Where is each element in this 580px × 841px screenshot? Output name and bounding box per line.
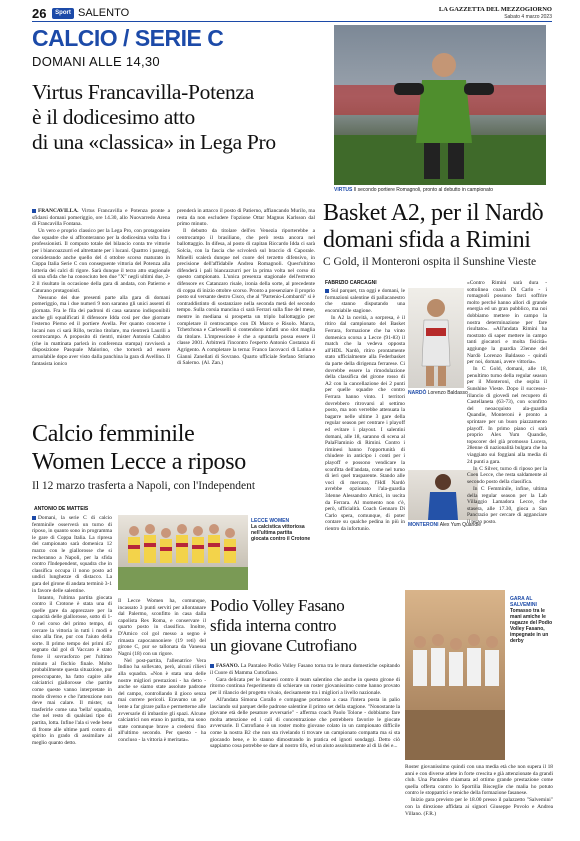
article2-col2-p1: «Contro Rimini sarà dura - sottolinea coach Di Carlo - i romagnoli possono farci soffrire molto perché hanno allori di grande energia ed un gran pubblico, ma noi dobbiamo mettere in campo la nostra determinazione per fare risultato». «All'andata Rimini ha mostrato di saper mettere in campo tanti giocatori e molta fisicità» aggiunge la guardia 23enne del Nardò Lorenzo Baldasso - quindi per noi, domani, avere vittoria». <box>467 280 547 366</box>
article4-headline-line1: Podio Volley Fasano <box>210 596 345 615</box>
article3-col1-p1: Domani, la serie C di calcio femminile osserverà un turno di riposo, in quanto sono in programma le gare di Coppa Italia. La ripresa del campionato sarà domenica 12 marzo con le giallorosse che si recheranno a Napoli, per la sfida contro l'Independent, squadra che in classifica occupa il nono posto ad undici lunghezze di distacco. La gara del girone di andata terminò 3-1 in favore delle salentine. <box>32 515 112 594</box>
article4-col2 <box>405 764 553 830</box>
article2-col1 <box>325 288 405 532</box>
masthead <box>32 6 552 22</box>
page-number: 26 <box>32 6 47 21</box>
article1-col2-p1: prenderà in attacco il posto di Patierno, affiancando Murilo, ma resta da non escludere l'opzione Ottar Magnus Karlsson dal primo minuto. <box>177 208 315 228</box>
article1-col1 <box>32 208 170 413</box>
volley-team-illustration <box>405 590 505 760</box>
volley-team-photo <box>405 590 505 760</box>
bullet-square-icon <box>210 664 214 668</box>
article2-col2-p3: In C Silver, turno di riposo per la Coen Lecce, che resta saldamente al secondo posto della classifica. <box>467 465 547 485</box>
nardo-caption <box>408 390 468 396</box>
article4-col1-p1: La Pantaleo Podio Volley Fasano torna tra le mura domestiche ospitando il Cuore di Mamma Cutrofiano. <box>210 663 400 676</box>
article2-col2-p4: In C Femminile, infine, ultima della regular season per la Lab Villaggio Lamadora Lecce, che stasera, alle 17.30, gioca a San Pancrazio per cercare di agganciare il terzo posto. <box>467 485 547 525</box>
goalkeeper-caption <box>334 187 546 193</box>
article4-col1-p3: All'andata Simona Corallo e compagne portarono a casa l'intera posta in palio lasciando sul parquet delle padrone salentine il primo set della stagione. "Nonostante la giovane età delle pesature avversarie" - afferma coach Paolo Tolone - dobbiamo fare molta attenzione ed i cali di concentrazione che potrebbero favorire le giocate avversarie. Il Cutrofiano è un roster molto giovane colato in un campionato difficile come la nostra B2 che non sta rivelando ti trovare un campionato compatta ma si sta giocando bene, e lo stanno dimostrando in pratica ed ignoti sondaggi. Detto ciò sappiamo cosa potrebbe se dare al nostro tifo, ed un aiuto assolutamente al di là dei e... <box>210 696 400 750</box>
monteroni-caption-tag: MONTERONI <box>408 522 439 528</box>
article2-headline-line2: domani sfida a Rimini <box>323 227 531 253</box>
article2-col1-cont <box>325 410 405 530</box>
article4-col2-p1: Roster giovanissimo quindi con una media età che non supera il 18 anni e con diverse atlete in forte crescita e già attenzionate da grandi club. Una Pantaleo chiamata ad ottimo grande prestazione come quella offerta contro lo Sportilia Bisceglie che malia ho potuto contro le stoppatrici e teniche della formazione fasanese. <box>405 764 553 797</box>
bullet-square-icon <box>325 289 329 293</box>
article3-col2 <box>118 598 206 830</box>
article3-col2-p1: Il Lecce Women ha, comunque, incassato 3 punti serviti per allontanare dal Palermo, sconfitto in casa dalla capolista Res Roma, e conservare il quarto posto in classifica. Inoltre, D'Amico col gol messo a segno è rimasta capocannoniere (19 reti) del girone C, pur se tallonata da Vanessa Nagni (18) con un rigore. <box>118 598 206 657</box>
article2-headline <box>323 200 553 254</box>
nardo-player-illustration <box>408 288 464 388</box>
article1-headline-line2: è il dodicesimo atto <box>32 105 195 129</box>
article1-col2-p2: Il debutto da titolare dell'ex Venezia riporterebbe a centrocampo il brasiliano, che però resta ancora nel ballottaggio. In difesa, al posto di capitan Riccardo Idda ci sarà Solcia, con la fascia che scivolerà sul braccio di Caporale. Minelli scalerà dunque nel cuore del terzetto difensivo, in precisione dell'affidabile Andrea Romagnoli. Quest'ultimo difenderà i pali biancazzurri per la prima volta nel corso di questo campionato. L'unica presenza stagionale dell'estremo difensore ex Catanzaro risale, ironia della sorte, al precedente di coppa di inizio ottobre scorso. Pronto a presenziare il proprio posto sul versante destro Cisco, che al "Partenio-Lombardi" si è contraddistinto di sostanziare nella seconda metà del secondo tempo. Sulla corsia mancina ci sarà Ferrari sulla fine del mese, mentre in mediana si prospetta un triplo ballottaggio per completare il centrocampo con Di Marco e Risolo. Marca, Tchetchoua e Carlesselli si contendono infatti uno slot maglia da titolare. L'impressione è che a spuntarla possa essere il classe 2001. Arbitrerà l'incontro l'esperto Antonio Costanza di Agrigento. A completare la terna: Franco Iacovacci di Latina e Gianni Zanellati di Sovrano. Quarto ufficiale Stefano Striamo di Salerno. (Al. Zan.) <box>177 228 315 367</box>
article3-headline <box>32 420 322 476</box>
monteroni-caption-text: Alex Yum Quandie <box>439 522 482 528</box>
article3-col1-p2: Intanto, l'ultima partita giocata contro il Crotone è stata una di quelle gare da apprezzare per la capacità delle giallorosse, sotto di 1-0 nel corso del primo tempo, di cercare la vittoria in tutti i modi e sino alla fine, pur con l'aiuto della sorte. Il primo tempo dei primi 45' segnato dal gol di Vaccaro è stato forse il sovrasforzo per l'ultimo minuto al fischio finale. Molto probabilmente questa situazione, pur preoccupante, ha fatto capire alle calciatrici giallorosse che partite come queste vanno interpretate in modo diverso e che l'attenzione non deve mai calare. Il mister, sa trasferirle come una 'bella' squadra, che nel resto di qualsiasi tipo di partita, lotta. Infine l'ala si vede bene di fronte alle ultime parti contro di spirito in grado di assimilare al meglio quanto detto. <box>32 594 112 746</box>
article3-subhead: Il 12 marzo trasferta a Napoli, con l'Independent <box>32 480 256 492</box>
article4-col1 <box>210 663 400 828</box>
section-title: CALCIO / SERIE C <box>32 25 224 51</box>
nardo-caption-text: Lorenzo Baldasso <box>427 390 468 396</box>
lecce-women-caption-text: La calcistica vittoriosa nell'ultima partita giocata contro il Crotone <box>251 524 311 542</box>
article2-col2 <box>467 280 547 525</box>
volley-caption-tag: GARA AL SALVEMINI <box>510 596 537 608</box>
article4-col2-p2: Inizio gara previsto per le 18.00 presso il palazzetto "Salvemini" con la direzione affidata ai signori Giuseppe Povolo e Andrea Villano. (F.R.) <box>405 797 553 817</box>
article4-headline-line3: un giovane Cutrofiano <box>210 636 357 655</box>
article1-col1-p1: Virtus Francavilla e Potenza pronte a sfidarsi domani pomeriggio, ore 14.30, allo Nuovarredo Arena di Francavilla Fontana. <box>32 208 170 228</box>
bullet-square-icon <box>32 209 36 213</box>
article2-subhead: C Gold, il Monteroni ospita il Sunshine Vieste <box>323 256 537 268</box>
article1-headline <box>32 80 322 155</box>
article1-col1-p2: Un vero e proprio classico per la Lega Pro, con protagoniste due squadre che si affronteranno per la dodicesima volta fra i professionisti. Il computo totale del bilancio conta tre vittorie per i biancoazzurri ed altrettante per i lucani. Quattro i pareggi, considerando anche quello del 4 ottobre scorso maturato in Coppa Italia Serie C con conseguente vittoria del Potenza alla lotteria dei calci di rigore. Sarà dunque il terzo atto stagionale di una sfida che ha conosciuto ben due "X" negli ultimi due, 2-2 il risultato in occasione della gara di andata, con Patierno e Caturano protagonisti. <box>32 228 170 294</box>
goalkeeper-illustration <box>334 25 546 185</box>
lecce-women-caption <box>251 518 311 542</box>
article1-headline-line1: Virtus Francavilla-Potenza <box>32 80 254 104</box>
article2-col1-p2: In A2 la novità, a sorpresa, è il ritiro dal campionato del Basket Ferrara, formazione che ha vinto domenica scorsa a Lecce (91-83) il match che la vedeva opposta all'HDL Nardò, ritiro prontamente stato ufficialmente alla Federbasket da parte della dirigenza ferrarese. Ci dovrebbe essere la rimodulazione della classifica del girone rosso di A2 con la cancellazione dei 2 punti per quelle squadre che contro Ferrara hanno vinto. I territori dovrebbero ritrovarsi al settimo posto, ma non verrebbe attenuata la bagarre nelle ultime 3 gare della regular season per centrare i playoff ed evitare i playout. I salentini domani, alle 18, saranno di scena al PalaFlaminio di Rimini. Contro i riminesi hanno l'opportunità di chiudere in anticipo i conti per i playoff e possono vendicare la sconfitta dell'andata, come nel turno di ieri quel trasparente. Stando alle voci di mercato, l'HdI Nardò avrebbe opzionato l'ala-guardia 34enne Alessandro Amici, in uscita da Ferrara. Al momento non c'è, però, ufficialità. Coach Gennaro Di Carlo spera, comunque, di poter contare su qualche pedina in più in rientro da infortunio. <box>325 314 405 532</box>
article3-headline-line1: Calcio femminile <box>32 421 195 447</box>
sport-logo-label: Sport <box>55 10 71 16</box>
section-subtitle: DOMANI ALLE 14,30 <box>32 54 160 69</box>
lecce-women-illustration <box>118 515 248 590</box>
article2-col1-p1: Sul parquet, tra oggi e domani, le formazioni salentine di pallacanestro che stanno disputando una encomiabile stagione. <box>325 288 405 314</box>
article4-col1-p2: Gara delicata per le lisanesi contro il team salentino che anche in questo girone di ritorno continua l'esperimento di schierare un roster giovanissimo come hanno provato per il rilancio del progetto vivaio, decisamente tra i migliori a livello nazionale. <box>210 676 400 696</box>
article3-col2-p2: Nel post-partita, l'allenatrice Vera Indino ha sollevato, però, alcuni rilievi alla squadra. «Non è stata una delle nostre migliori prestazioni - ha detto - anche se siamo state assolute padrone del campo, controllando il gioco senza mai correre pericoli. Eravamo un po' lente a far girare palla e permetterne alle avversarie di imbastire gli spazi. Alcune calciatrici non erano in partita, ma sono state comunque brave a credersi fino all'ultimo secondo. Per questo - ha concluso - la vittoria è meritata». <box>118 657 206 743</box>
volley-caption <box>510 596 555 644</box>
article1-headline-line3: di una «classica» in Lega Pro <box>32 130 276 154</box>
goalkeeper-photo <box>334 25 546 185</box>
article4-headline-line2: sfida interna contro <box>210 616 337 635</box>
article2-col2-p2: In C Gold, domani, alle 18, penultimo turno della regular season per il Monteroni, che ospita il Sunshine Vieste. Dopo il successo-rilancio di giovedì nel recupero di Castellaneta (63-73), con sconfitto del neoacquisto ala-guardia Quandie, Monteroni è pronto a sprintare per un buon piazzamento playoff. In primo piano ci sarà proprio Alex Yum Quandie, topscorer del già promosso Lucera, 28enne di nazionalità bulgara che ha viaggiato sui foggiani alla media di 24 punti a gara. <box>467 366 547 465</box>
newspaper-name: LA GAZZETTA DEL MEZZOGIORNO <box>438 6 552 13</box>
nardo-player-photo <box>408 288 464 388</box>
article3-headline-line2: Women Lecce a riposo <box>32 449 246 475</box>
goalkeeper-caption-tag: VIRTUS <box>334 187 353 193</box>
sport-logo <box>52 8 74 19</box>
article1-kicker: FRANCAVILLA. <box>38 208 79 214</box>
bullet-square-icon <box>32 516 36 520</box>
region-label: SALENTO <box>78 7 130 19</box>
lecce-women-caption-tag: LECCE WOMEN <box>251 518 290 524</box>
volley-caption-text: Tomasso tra le mani amiche le ragazze del Podio Volley Fasano, impegnate in un derby <box>510 608 553 644</box>
article1-col1-p3: Nessuno dei due presenti parte alla gara di domani pomeriggio, ma i due numeri 9 non saranno gli unici assenti di giornata. Fra le fila dei padroni di casa saranno indisponibili anche gli squalificati il difensore Idda così per due giornate l'esterno Pierno ed il portiere Avella. Per quanto concerne i lucani non ci sarà Rillo, terzino titolare, ma rientrerà Laurili a centrocampo. A proposito di rientri, mister Antonio Calabro (che in mattinata parlerà in conferenza stampa) ravviserà a disposizione Pasquale Maiorino, che tornerà ad essere arruolabile dopo aver visto dalla panchina la gara di Avellino. Il fantasista ionico <box>32 294 170 367</box>
article4-kicker: FASANO. <box>216 663 240 669</box>
article3-byline: ANTONIO DE MATTEIS <box>34 506 89 512</box>
article2-byline: FABRIZIO CARCAGNI <box>325 280 377 286</box>
goalkeeper-caption-text: Il secondo portiere Romagnoli, pronto al debutto in campionato <box>353 187 493 193</box>
article3-col1 <box>32 515 112 830</box>
lecce-women-photo <box>118 515 248 590</box>
article4-headline <box>210 596 400 656</box>
nardo-caption-tag: NARDÒ <box>408 390 427 396</box>
issue-date: Sabato 4 marzo 2023 <box>504 14 552 20</box>
article1-col2 <box>177 208 315 413</box>
article2-headline-line1: Basket A2, per il Nardò <box>323 200 544 226</box>
